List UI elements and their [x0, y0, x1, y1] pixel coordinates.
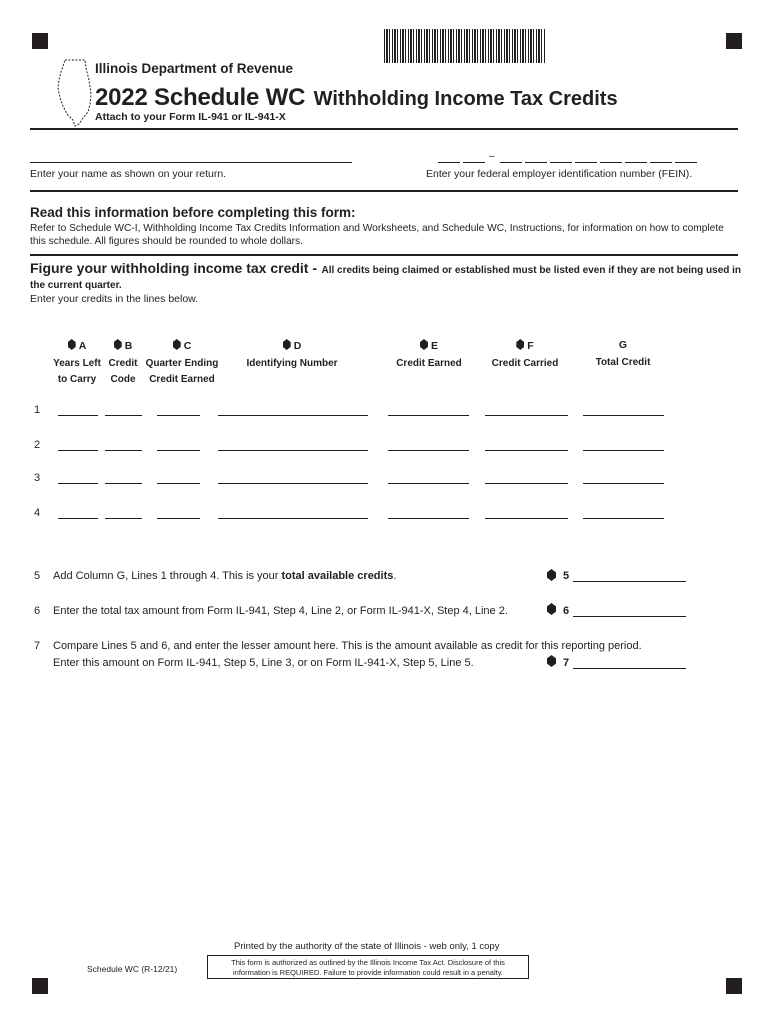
- row-1-column-c-field[interactable]: [157, 415, 200, 416]
- fein-caption: Enter your federal employer identification number (FEIN).: [426, 168, 693, 180]
- department-name: Illinois Department of Revenue: [95, 61, 294, 76]
- row-3-column-d-field[interactable]: [218, 483, 368, 484]
- line-5-text: Add Column G, Lines 1 through 4. This is your total available credits.: [53, 570, 397, 582]
- fein-field[interactable]: [438, 152, 698, 164]
- figure-heading-block: [30, 262, 742, 292]
- column-e-header: E Credit Earned: [396, 340, 462, 369]
- row-3-column-e-field[interactable]: [388, 483, 469, 484]
- row-2-column-d-field[interactable]: [218, 450, 368, 451]
- required-marker-icon: [420, 339, 428, 350]
- attach-note: Attach to your Form IL-941 or IL-941-X: [95, 111, 286, 123]
- line-6-number: 6: [34, 605, 41, 617]
- line-5-number: 5: [34, 570, 41, 582]
- row-4-column-d-field[interactable]: [218, 518, 368, 519]
- disclosure-line-1: This form is authorized as outlined by the Illinois Income Tax Act. Disclosure of this: [231, 958, 505, 967]
- line-5-label: 5: [563, 570, 570, 582]
- row-3-column-a-field[interactable]: [58, 483, 98, 484]
- row-3-column-b-field[interactable]: [105, 483, 142, 484]
- form-subtitle: Withholding Income Tax Credits: [313, 88, 618, 110]
- required-marker-icon: [547, 603, 556, 615]
- row-number: 2: [34, 439, 41, 451]
- row-number: 1: [34, 404, 41, 416]
- row-4-column-f-field[interactable]: [485, 518, 568, 519]
- required-marker-icon: [173, 339, 181, 350]
- registration-mark-bottom-left: [32, 978, 48, 994]
- registration-mark-top-right: [726, 33, 742, 49]
- row-1-column-g-field[interactable]: [583, 415, 664, 416]
- header-divider: [30, 128, 738, 130]
- row-2-column-a-field[interactable]: [58, 450, 98, 451]
- footer-authority: Printed by the authority of the state of Illinois - web only, 1 copy: [234, 941, 500, 952]
- row-number: 3: [34, 472, 41, 484]
- row-3-column-f-field[interactable]: [485, 483, 568, 484]
- registration-mark-top-left: [32, 33, 48, 49]
- line-7-label: 7: [563, 657, 570, 669]
- row-1-column-d-field[interactable]: [218, 415, 368, 416]
- barcode: [384, 29, 546, 63]
- row-4-column-g-field[interactable]: [583, 518, 664, 519]
- form-id: Schedule WC (R-12/21): [87, 964, 178, 974]
- column-b-header: B Credit Code: [108, 340, 138, 385]
- required-marker-icon: [516, 339, 524, 350]
- illinois-state-icon: [55, 58, 97, 128]
- line-6-field[interactable]: [573, 616, 686, 617]
- form-title: [95, 84, 618, 112]
- row-3-column-g-field[interactable]: [583, 483, 664, 484]
- row-1-column-f-field[interactable]: [485, 415, 568, 416]
- row-2-column-e-field[interactable]: [388, 450, 469, 451]
- read-divider: [30, 254, 738, 256]
- column-c-header: C Quarter Ending Credit Earned: [145, 340, 219, 385]
- row-2-column-g-field[interactable]: [583, 450, 664, 451]
- required-marker-icon: [547, 655, 556, 667]
- read-heading: Read this information before completing this form:: [30, 205, 356, 220]
- name-field[interactable]: [30, 162, 352, 163]
- figure-heading-note: All credits being claimed or established must be listed even if they are not being used in the current quarter.: [30, 265, 742, 291]
- figure-heading: Figure your withholding income tax credit -: [30, 260, 318, 276]
- fields-divider: [30, 190, 738, 192]
- registration-mark-bottom-right: [726, 978, 742, 994]
- column-a-header: A Years Left to Carry: [53, 340, 101, 385]
- required-marker-icon: [114, 339, 122, 350]
- line-6-text: Enter the total tax amount from Form IL-941, Step 4, Line 2, or Form IL-941-X, Step 4, Line 2.: [53, 605, 508, 617]
- disclosure-box: [207, 955, 529, 979]
- name-caption: Enter your name as shown on your return.: [30, 168, 227, 180]
- line-7-field[interactable]: [573, 668, 686, 669]
- row-1-column-e-field[interactable]: [388, 415, 469, 416]
- row-4-column-a-field[interactable]: [58, 518, 98, 519]
- column-g-header: G Total Credit: [595, 339, 651, 368]
- row-2-column-f-field[interactable]: [485, 450, 568, 451]
- required-marker-icon: [283, 339, 291, 350]
- row-4-column-c-field[interactable]: [157, 518, 200, 519]
- line-6-label: 6: [563, 605, 570, 617]
- disclosure-line-2: information is REQUIRED. Failure to provide information could result in a penalty.: [233, 968, 503, 977]
- required-marker-icon: [547, 569, 556, 581]
- row-3-column-c-field[interactable]: [157, 483, 200, 484]
- row-1-column-b-field[interactable]: [105, 415, 142, 416]
- required-marker-icon: [68, 339, 76, 350]
- row-2-column-b-field[interactable]: [105, 450, 142, 451]
- line-7-text-2: Enter this amount on Form IL-941, Step 5, Line 3, or on Form IL-941-X, Step 5, Line 5.: [53, 657, 474, 669]
- row-4-column-e-field[interactable]: [388, 518, 469, 519]
- row-2-column-c-field[interactable]: [157, 450, 200, 451]
- row-1-column-a-field[interactable]: [58, 415, 98, 416]
- column-d-header: D Identifying Number: [246, 340, 338, 369]
- row-4-column-b-field[interactable]: [105, 518, 142, 519]
- form-year-title: 2022 Schedule WC: [95, 84, 306, 111]
- figure-instruction: Enter your credits in the lines below.: [30, 293, 199, 305]
- line-5-field[interactable]: [573, 581, 686, 582]
- row-number: 4: [34, 507, 41, 519]
- fein-dash: –: [489, 151, 495, 162]
- line-7-text: Compare Lines 5 and 6, and enter the lesser amount here. This is the amount available as credit for this reporting period.: [53, 640, 642, 652]
- column-f-header: F Credit Carried: [491, 340, 559, 369]
- read-body: Refer to Schedule WC-I, Withholding Income Tax Credits Information and Worksheets, and Schedule WC, Instructions, for information on how to complete this schedule. All figures should be rounded to whole dollars.: [30, 223, 724, 247]
- line-7-number: 7: [34, 640, 41, 652]
